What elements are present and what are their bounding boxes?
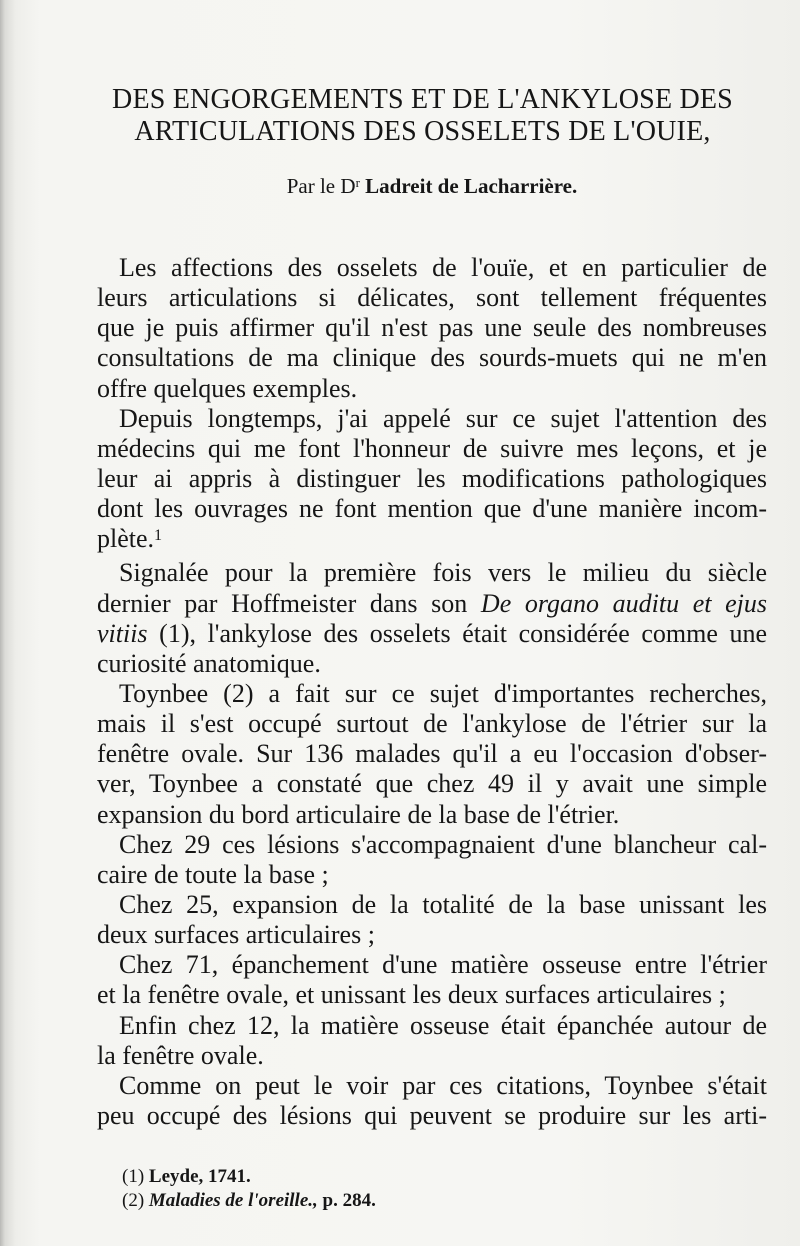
body-line: Chez 25, expansion de la totalité de la base unissant les — [119, 889, 767, 919]
paragraph — [97, 890, 767, 950]
paragraph — [97, 679, 767, 830]
byline-prefix: Par le D — [286, 174, 356, 198]
paragraph — [97, 558, 767, 679]
title-line: ARTICULATIONS DES OSSELETS DE L'OUIE, — [134, 116, 711, 147]
body-line: offre quelques exemples. — [97, 373, 358, 403]
body-line: ver, Toynbee a constaté que chez 49 il y avait une simple — [97, 769, 767, 799]
footnote — [122, 1165, 722, 1189]
body-line: leurs articulations si délicates, sont tellement fréquentes — [97, 283, 767, 313]
body-line: dont les ouvrages ne font mention que d'une manière incom- — [97, 494, 767, 524]
body-line: Chez 29 ces lésions s'accompagnaient d'une blancheur cal- — [119, 829, 767, 859]
body-line: Toynbee (2) a fait sur ce sujet d'importantes recherches, — [119, 678, 767, 708]
body-line: médecins qui me font l'honneur de suivre mes leçons, et je — [97, 433, 767, 463]
italic-book-title: De organo auditu et ejus — [480, 588, 768, 618]
body-line: et la fenêtre ovale, et unissant les deux surfaces articulaires ; — [97, 980, 726, 1010]
body-line — [97, 619, 767, 649]
footnotes — [122, 1165, 722, 1213]
body-line: la fenêtre ovale. — [97, 1040, 264, 1070]
body-line: deux surfaces articulaires ; — [97, 920, 375, 950]
footnote-number: (1) — [122, 1166, 145, 1187]
title-line: DES ENGORGEMENTS ET DE L'ANKYLOSE DES — [112, 84, 733, 115]
body-line — [97, 524, 767, 558]
body-line: Les affections des osselets de l'ouïe, et en particulier de — [119, 253, 767, 282]
footnote-text: p. 284. — [322, 1190, 376, 1211]
paragraph — [97, 830, 767, 890]
byline-superscript: r — [355, 175, 360, 191]
footnote-number: (2) — [122, 1190, 145, 1211]
body-line: curiosité anatomique. — [97, 648, 321, 678]
body-line: Depuis longtemps, j'ai appelé sur ce sujet l'attention des — [119, 403, 767, 433]
article-title — [90, 84, 755, 148]
body-line: expansion du bord articulaire de la base de l'étrier. — [97, 799, 620, 829]
body-line: Enfin chez 12, la matière osseuse était épanchée autour de — [119, 1010, 767, 1040]
body-line: peu occupé des lésions qui peuvent se produire sur les arti- — [97, 1100, 767, 1130]
article-body — [97, 253, 767, 1131]
body-line-text: plète. — [97, 524, 155, 554]
body-line: consultations de ma clinique des sourds-muets qui ne m'en — [97, 343, 767, 373]
body-line — [97, 589, 767, 619]
paragraph — [97, 950, 767, 1010]
body-line: leur ai appris à distinguer les modifications pathologiques — [97, 463, 767, 493]
body-line: que je puis affirmer qu'il n'est pas une seule des nombreuses — [97, 313, 767, 343]
paragraph — [97, 1071, 767, 1131]
body-line: fenêtre ovale. Sur 136 malades qu'il a eu l'occasion d'obser- — [97, 739, 767, 769]
paragraph — [97, 1011, 767, 1071]
italic-book-title: vitiis — [97, 618, 148, 648]
footnote — [122, 1189, 722, 1213]
paragraph — [97, 404, 767, 559]
body-line-text: (1), l'ankylose des osselets était considérée comme une — [159, 618, 768, 648]
footnote-text: Leyde, 1741. — [148, 1166, 251, 1187]
body-line: Comme on peut le voir par ces citations, Toynbee s'était — [119, 1070, 767, 1100]
body-line: mais il s'est occupé surtout de l'ankylose de l'étrier sur la — [97, 709, 767, 739]
note-mark: 1 — [154, 527, 163, 545]
body-line-text: dernier par Hoffmeister dans son — [97, 588, 468, 618]
body-line: caire de toute la base ; — [97, 859, 329, 889]
body-line: Chez 71, épanchement d'une matière osseuse entre l'étrier — [119, 950, 767, 980]
author-name: Ladreit de Lacharrière. — [365, 174, 578, 198]
author-byline — [97, 173, 767, 202]
body-line: Signalée pour la première fois vers le milieu du siècle — [119, 558, 767, 588]
paragraph — [97, 253, 767, 404]
footnote-italic-title: Maladies de l'oreille., — [148, 1190, 318, 1211]
